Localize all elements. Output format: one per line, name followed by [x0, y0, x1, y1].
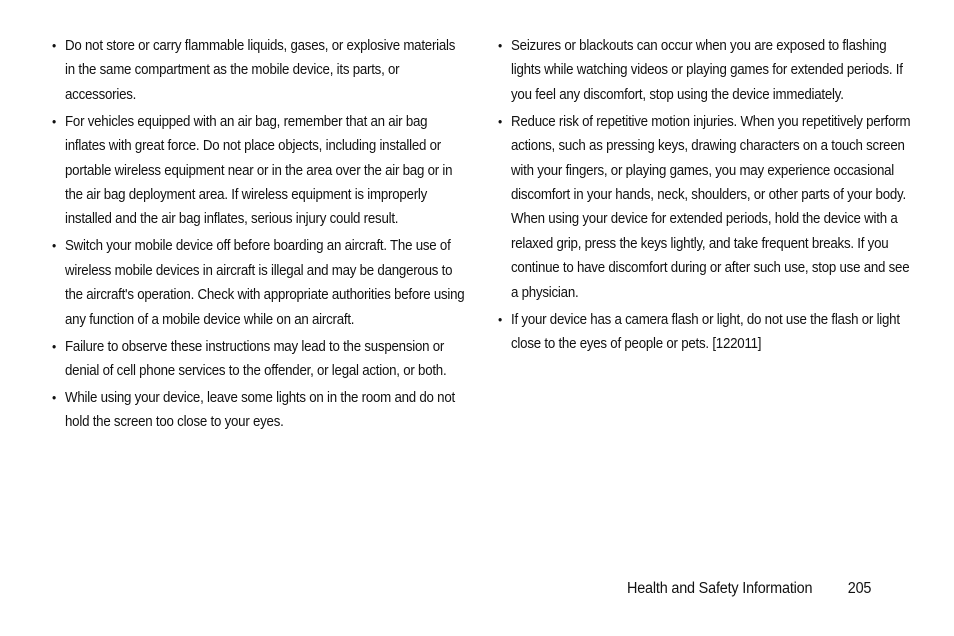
bullet-icon: • — [52, 238, 57, 254]
bullet-text: While using your device, leave some lights on in the room and do not hold the screen too close to your eyes. — [65, 390, 455, 431]
bullet-icon: • — [498, 113, 503, 129]
list-item — [52, 34, 467, 107]
list-item — [52, 386, 467, 435]
bullet-text: Reduce risk of repetitive motion injuries. When you repetitively perform actions, such as pressing keys, drawing characters on a touch screen with your fingers, or playing games, you may experience occasional discomfort in your hands, neck, shoulders, or other parts of your body. When using your device for extended periods, hold the device with a relaxed grip, press the keys lightly, and take frequent breaks. If you continue to have discomfort during or after such use, stop use and see a physician. — [511, 113, 911, 301]
footer-section-title: Health and Safety Information — [627, 580, 813, 597]
bullet-text: For vehicles equipped with an air bag, remember that an air bag inflates with great force. Do not place objects, including installed or portable wireless equipment near or in the area over the air bag or in the air bag deployment area. If wireless equipment is improperly installed and the air bag inflates, serious injury could result. — [65, 113, 453, 228]
bullet-text: If your device has a camera flash or light, do not use the flash or light close to the eyes of people or pets. [122011] — [511, 311, 900, 353]
bullet-icon: • — [52, 38, 57, 53]
bullet-text: Switch your mobile device off before boarding an aircraft. The use of wireless mobile devices in aircraft is illegal and may be dangerous to the aircraft's operation. Check with appropriate authorities before using any function of a mobile device while on an aircraft. — [65, 238, 465, 328]
list-item — [52, 234, 467, 332]
bullet-text: Do not store or carry flammable liquids, gases, or explosive materials in the same compartment as the mobile device, its parts, or accessories. — [65, 38, 456, 103]
bullet-icon: • — [52, 338, 57, 354]
bullet-icon: • — [498, 38, 503, 53]
bullet-icon: • — [498, 311, 503, 327]
list-item — [498, 308, 915, 357]
list-item — [52, 335, 467, 384]
list-item — [52, 110, 467, 232]
page-number: 205 — [847, 580, 872, 597]
bullet-icon: • — [52, 113, 57, 129]
bullet-icon: • — [52, 390, 57, 406]
right-bullet-list — [498, 34, 911, 359]
left-bullet-list — [52, 34, 465, 437]
bullet-text: Seizures or blackouts can occur when you are exposed to flashing lights while watching videos or playing games for extended periods. If you feel any discomfort, stop using the device immediately. — [511, 38, 903, 103]
list-item — [498, 110, 915, 305]
bullet-text: Failure to observe these instructions may lead to the suspension or denial of cell phone services to the offender, or legal action, or both. — [65, 338, 447, 380]
list-item — [498, 34, 915, 107]
page-footer — [627, 577, 872, 601]
